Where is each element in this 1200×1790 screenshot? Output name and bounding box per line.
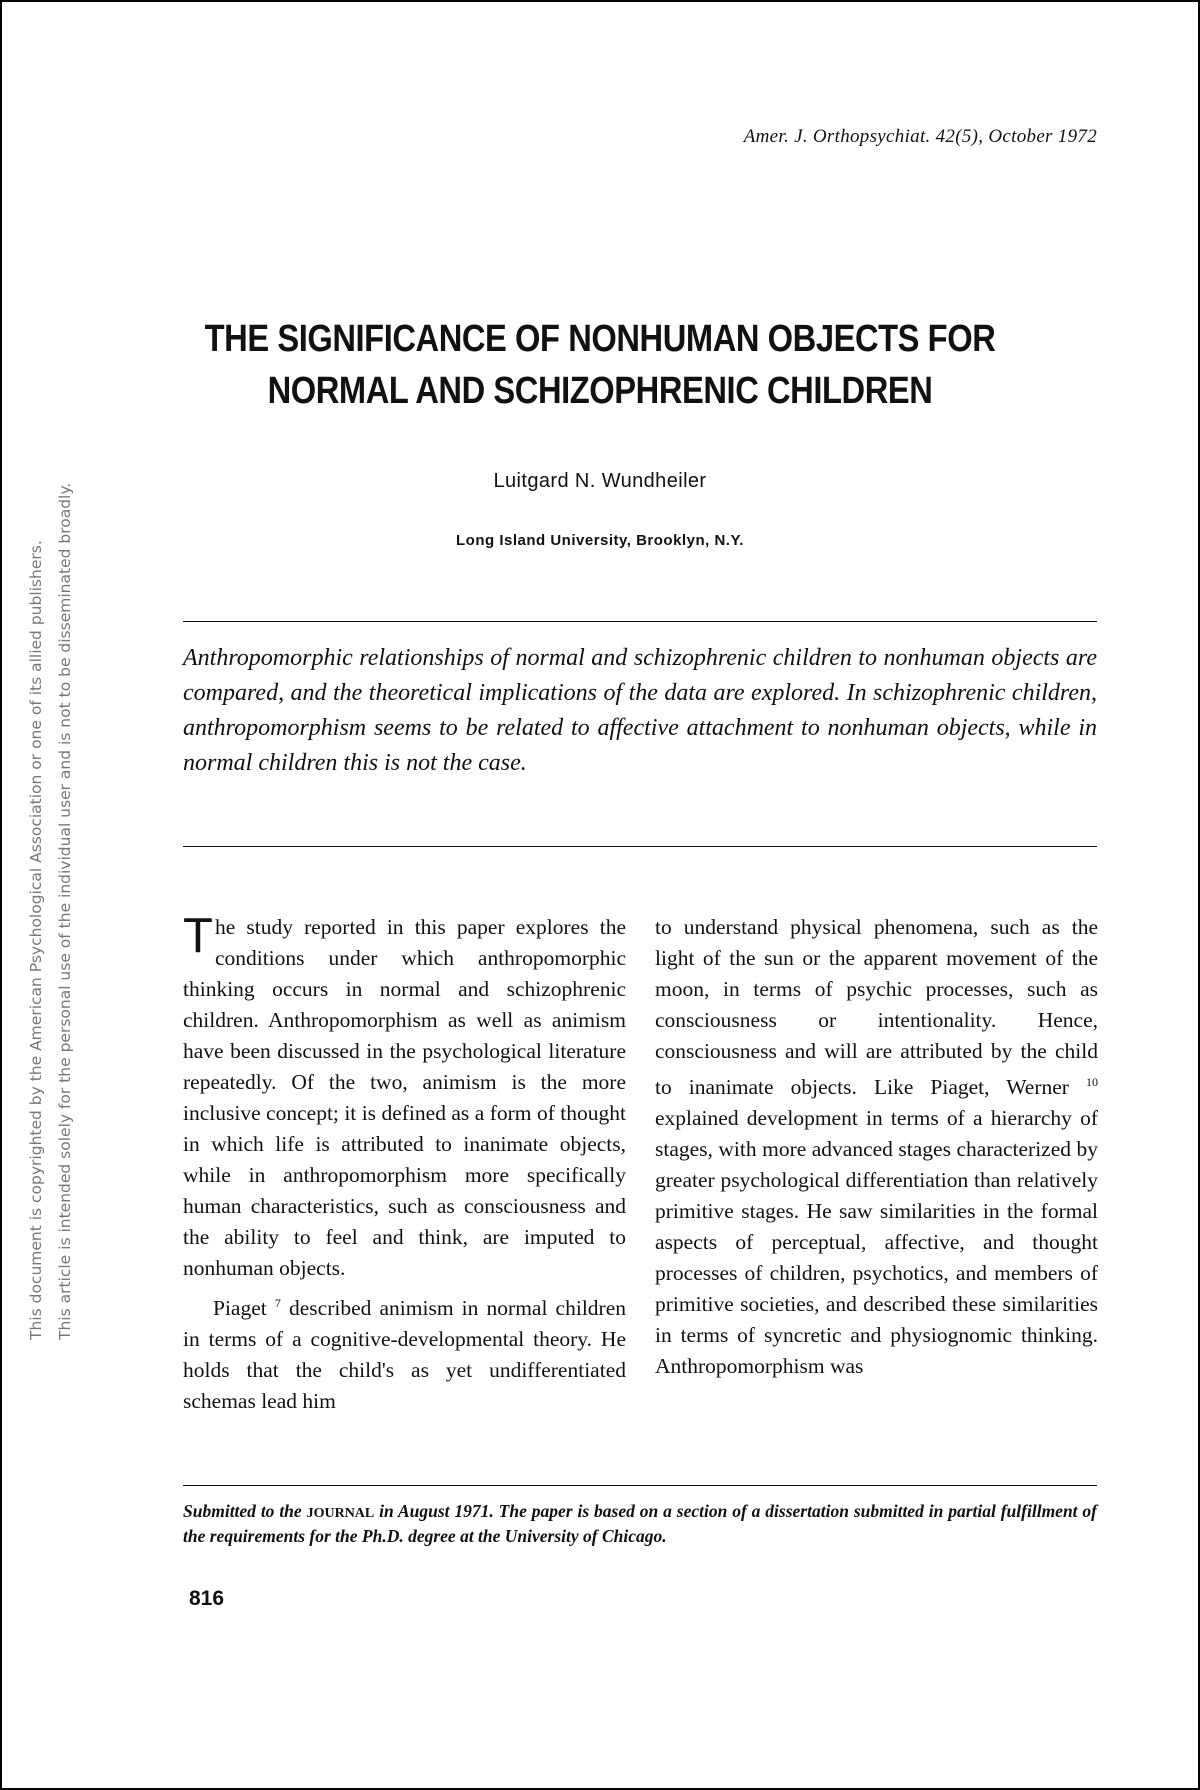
paragraph-2-lead: Piaget: [213, 1296, 267, 1321]
copyright-watermark: [22, 483, 80, 1340]
paragraph-2-text: described animism in normal children in terms of a cognitive-developmental theory. He holds that the child's as yet undifferentiated schemas lead him: [183, 1296, 626, 1414]
body-paragraph-continued: [655, 912, 1098, 1382]
page-number: 816: [189, 1587, 225, 1610]
body-paragraph-2: [183, 1288, 626, 1417]
drop-cap: T: [183, 909, 213, 963]
footnote-journal: JOURNAL: [306, 1506, 375, 1521]
column-2-text-b: explained development in terms of a hierarchy of stages, with more advanced stages characterized by greater psychological differentiation than relatively primitive stages. He saw similarities in the formal aspects of perceptual, affective, and thought processes of children, psychotics, and members of primitive societies, and described these similarities in terms of syncretic and physiognomic thinking. Anthropomorphism was: [655, 1106, 1098, 1379]
title-line-2: NORMAL AND SCHIZOPHRENIC CHILDREN: [267, 370, 933, 412]
reference-marker: 7: [274, 1296, 281, 1310]
body-paragraph-1: [183, 909, 626, 1284]
author-name: Luitgard N. Wundheiler: [493, 470, 707, 492]
title-line-1: THE SIGNIFICANCE OF NONHUMAN OBJECTS FOR: [204, 318, 996, 360]
reference-marker: 10: [1086, 1075, 1098, 1089]
paragraph-1-text: he study reported in this paper explores the conditions under which anthropomorphic thinking occurs in normal and schizophrenic children. Anthropomorphism as well as animism have been discussed in the psychological literature repeatedly. Of the two, animism is the more inclusive concept; it is defined as a form of thought in which life is attributed to inanimate objects, while in anthropomorphism more specifically human characteristics, such as consciousness and the ability to feel and think, are imputed to nonhuman objects.: [183, 915, 626, 1280]
abstract-top-rule: [183, 621, 1097, 622]
column-2-text-a: to understand physical phenomena, such as the light of the sun or the apparent movement of the moon, in terms of psychic processes, such as consciousness or intentionality. Hence, consciousness and will are attributed by the child to inanimate objects. Like Piaget, Werner: [655, 915, 1098, 1100]
body-column-left: [183, 909, 626, 1417]
body-column-right: [655, 912, 1098, 1382]
abstract-bottom-rule: [183, 846, 1097, 847]
footnote-rule: [183, 1485, 1097, 1486]
footnote-text-b: in August 1971. The paper is based on a section of a dissertation submitted in partial fulfillment of the requirements for the Ph.D. degree at the University of Chicago.: [183, 1501, 1098, 1546]
watermark-line-2: This article is intended solely for the personal use of the individual user and is not to be disseminated broadly.: [56, 482, 74, 1340]
journal-citation: Amer. J. Orthopsychiat. 42(5), October 1972: [743, 126, 1097, 147]
author-affiliation: Long Island University, Brooklyn, N.Y.: [456, 532, 744, 549]
abstract: Anthropomorphic relationships of normal and schizophrenic children to nonhuman objects are compared, and the theoretical implications of the data are explored. In schizophrenic children, anthropomorphism seems to be related to affective attachment to nonhuman objects, while in normal children this is not the case.: [183, 645, 1097, 776]
article-title: [187, 313, 1013, 417]
submission-footnote: [183, 1500, 1097, 1547]
footnote-text-a: Submitted to the: [183, 1501, 307, 1521]
watermark-line-1: This document is copyrighted by the American Psychological Association or one of its allied publishers.: [27, 540, 45, 1340]
